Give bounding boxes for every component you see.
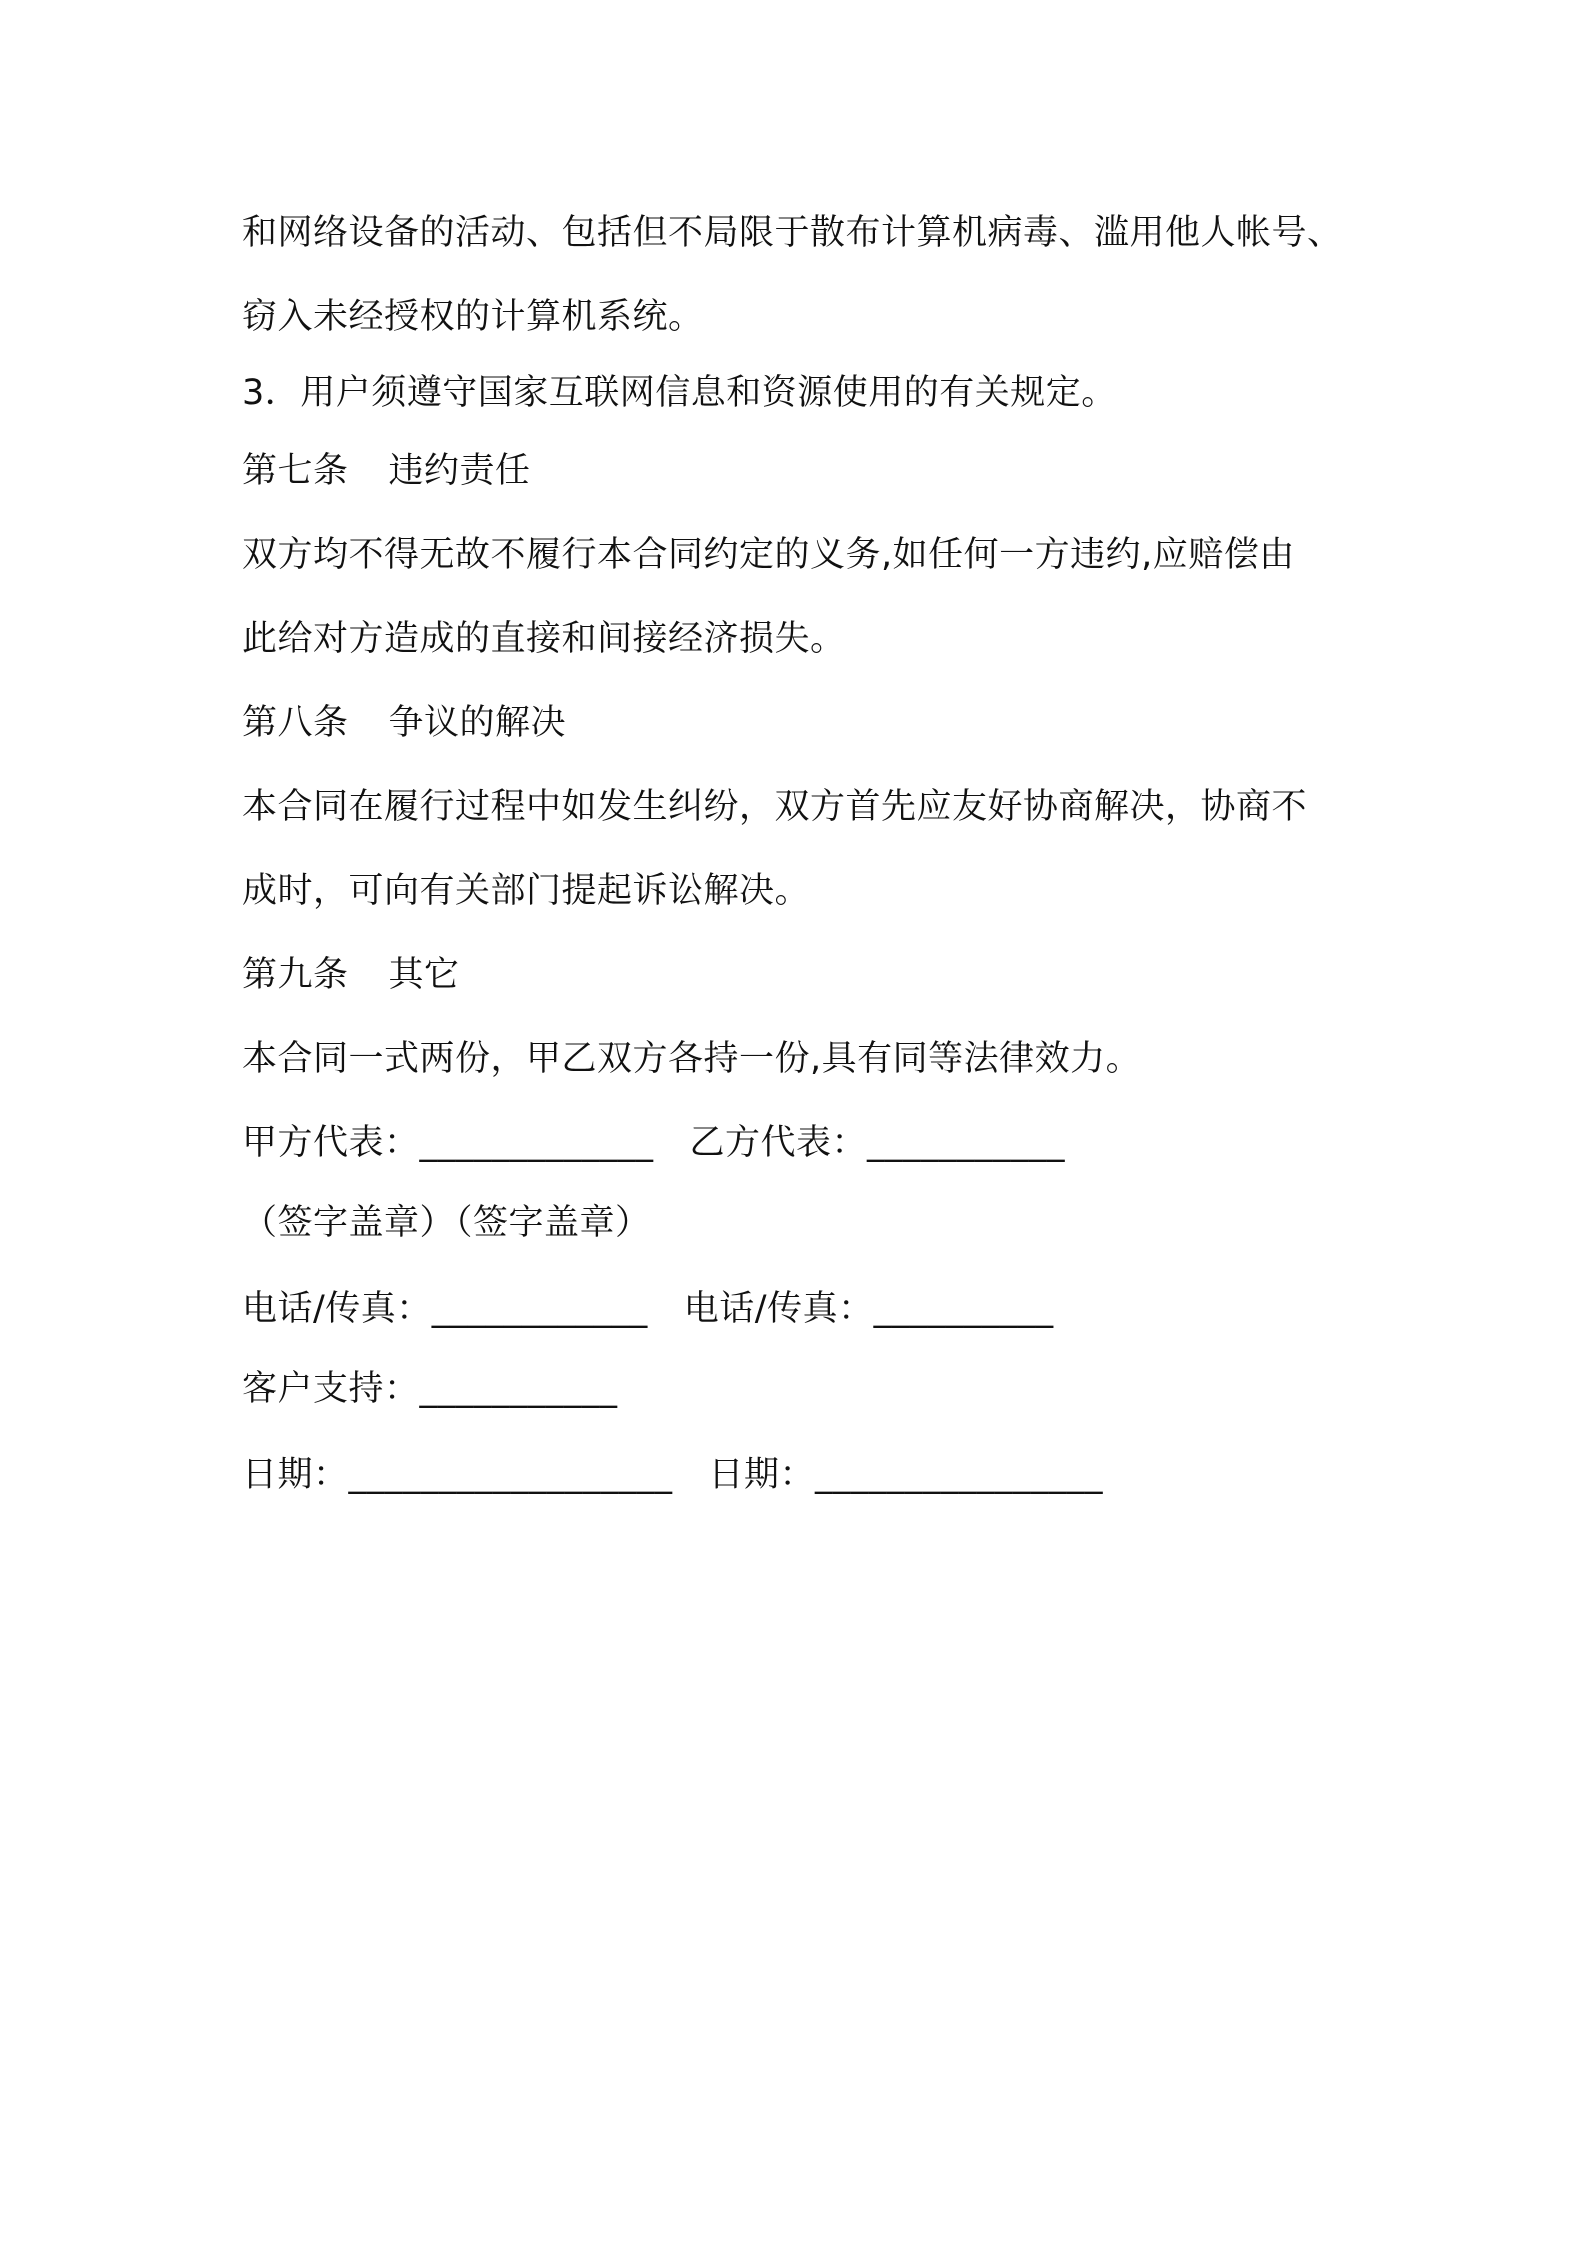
party-a-rep-label: 甲方代表： xyxy=(242,1123,420,1163)
paragraph-line: 窃入未经授权的计算机系统。 xyxy=(242,297,704,337)
article-number: 第七条 xyxy=(242,451,349,491)
support-label: 客户支持： xyxy=(242,1369,420,1409)
article-title: 违约责任 xyxy=(388,451,531,491)
party-b-phone-blank: __________ xyxy=(873,1289,1054,1329)
article-9-heading xyxy=(242,952,460,998)
party-a-date-label: 日期： xyxy=(242,1455,349,1495)
paragraph-line: 此给对方造成的直接和间接经济损失。 xyxy=(242,619,846,659)
support-blank: ___________ xyxy=(419,1369,618,1409)
paragraph-line: 本合同一式两份，甲乙双方各持一份,具有同等法律效力。 xyxy=(242,1039,1142,1079)
seal-note: （签字盖章）（签字盖章） xyxy=(242,1203,651,1243)
party-b-rep-label: 乙方代表： xyxy=(689,1123,868,1163)
clause-3: 3．用户须遵守国家互联网信息和资源使用的有关规定。 xyxy=(242,373,1117,413)
customer-support-row xyxy=(242,1366,618,1412)
party-a-phone-blank: ____________ xyxy=(431,1289,648,1329)
party-a-phone-label: 电话/传真： xyxy=(242,1289,432,1329)
article-title: 其它 xyxy=(388,955,460,995)
party-b-date-label: 日期： xyxy=(708,1455,816,1495)
phone-fax-row xyxy=(242,1286,1054,1332)
paragraph-line: 和网络设备的活动、包括但不局限于散布计算机病毒、滥用他人帐号、 xyxy=(242,213,1343,253)
party-a-rep-blank: _____________ xyxy=(419,1123,654,1163)
party-a-date-blank: __________________ xyxy=(348,1455,673,1495)
paragraph-line: 成时，可向有关部门提起诉讼解决。 xyxy=(242,871,811,911)
article-number: 第九条 xyxy=(242,955,349,995)
party-b-rep-blank: ___________ xyxy=(867,1123,1066,1163)
representatives-row xyxy=(242,1120,1065,1166)
paragraph-line: 双方均不得无故不履行本合同约定的义务,如任何一方违约,应赔偿由 xyxy=(242,535,1295,575)
article-number: 第八条 xyxy=(242,703,349,743)
party-b-date-blank: ________________ xyxy=(815,1455,1104,1495)
article-8-heading xyxy=(242,700,566,746)
article-7-heading xyxy=(242,448,531,494)
paragraph-line: 本合同在履行过程中如发生纠纷，双方首先应友好协商解决，协商不 xyxy=(242,787,1308,827)
article-title: 争议的解决 xyxy=(388,703,567,743)
party-b-phone-label: 电话/传真： xyxy=(683,1289,874,1329)
date-row xyxy=(242,1452,1103,1498)
